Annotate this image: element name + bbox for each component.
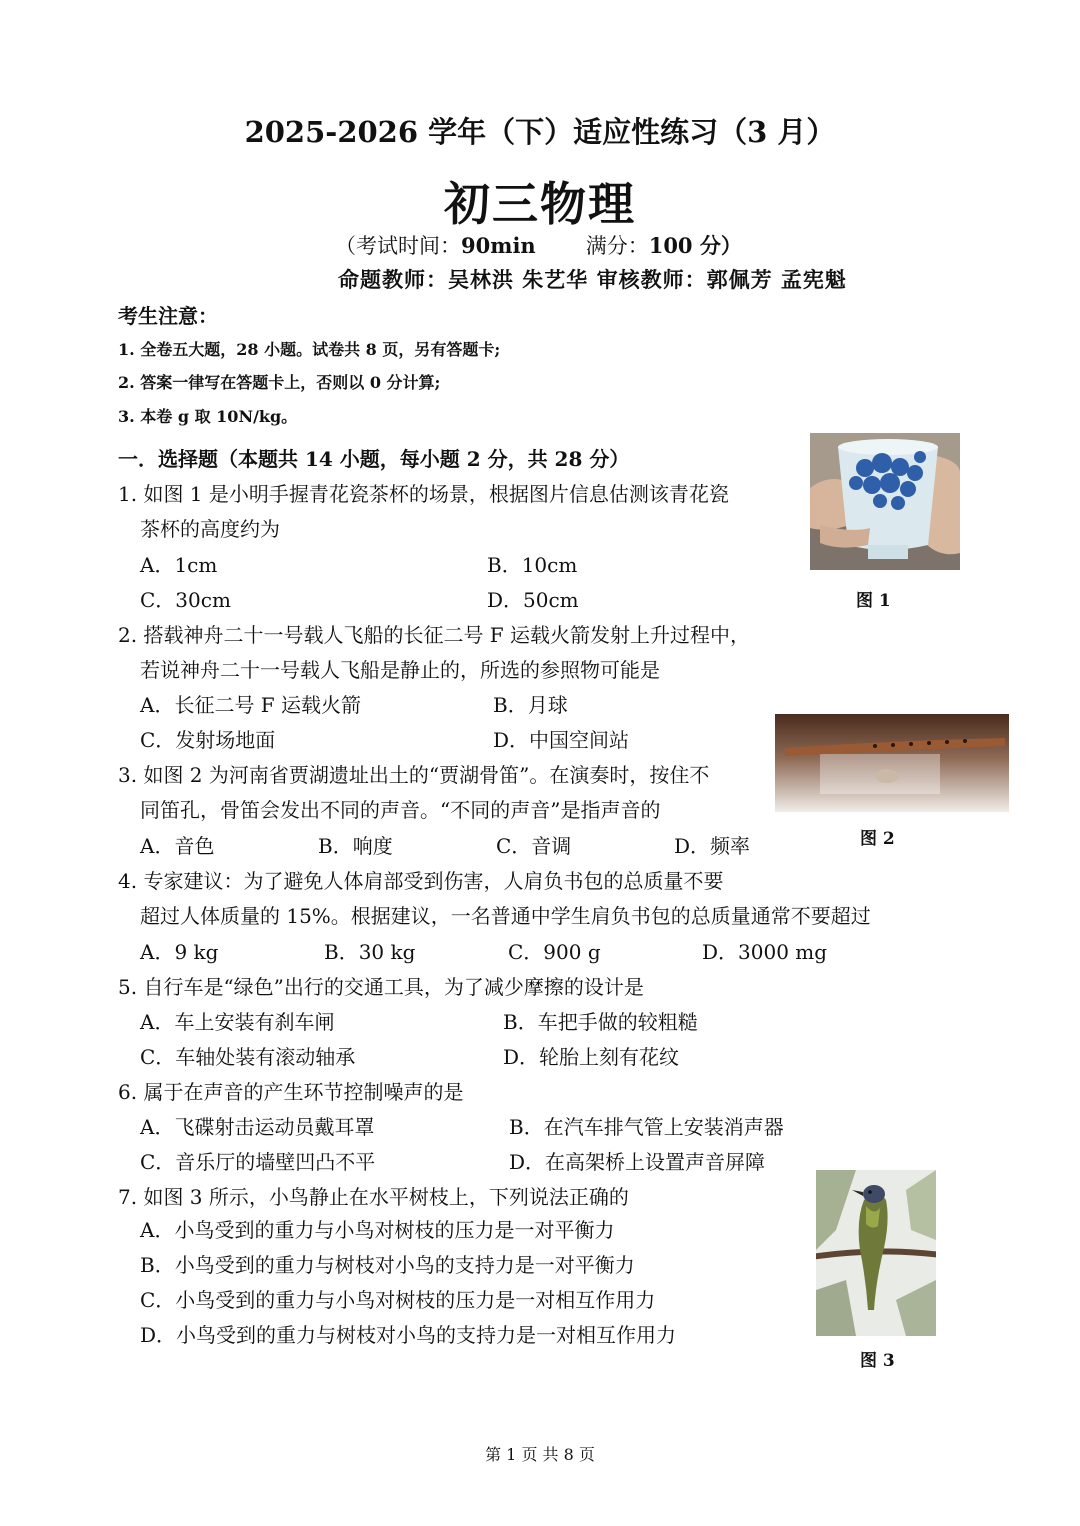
q7-option-c: C．小鸟受到的重力与小鸟对树枝的压力是一对相互作用力 — [140, 1288, 656, 1312]
q1-option-b: B．10cm — [487, 553, 578, 577]
question-1-line1: 1. 如图 1 是小明手握青花瓷茶杯的场景，根据图片信息估测该青花瓷 — [118, 482, 729, 506]
figure-1-teacup-image — [810, 433, 960, 570]
q6-option-d: D．在高架桥上设置声音屏障 — [509, 1150, 766, 1174]
question-2-line2: 若说神舟二十一号载人飞船是静止的，所选的参照物可能是 — [140, 658, 660, 682]
q7-option-b: B．小鸟受到的重力与树枝对小鸟的支持力是一对平衡力 — [140, 1253, 635, 1277]
q2-option-b: B．月球 — [493, 693, 568, 717]
page-number: 第 1 页 共 8 页 — [485, 1445, 595, 1464]
question-4-line1: 4. 专家建议：为了避免人体肩部受到伤害，人肩负书包的总质量不要 — [118, 869, 724, 893]
question-7-line1: 7. 如图 3 所示，小鸟静止在水平树枝上，下列说法正确的 — [118, 1185, 629, 1209]
q2-option-a: A．长征二号 F 运载火箭 — [140, 693, 362, 717]
q6-option-b: B．在汽车排气管上安装消声器 — [509, 1115, 784, 1139]
figure-2-bone-flute-image — [775, 714, 1009, 812]
q4-option-c: C．900 g — [508, 940, 601, 964]
notice-item-3: 3. 本卷 g 取 10N/kg。 — [118, 407, 298, 426]
q3-option-b: B．响度 — [318, 834, 393, 858]
question-4-line2: 超过人体质量的 15%。根据建议，一名普通中学生肩负书包的总质量通常不要超过 — [140, 904, 871, 928]
figure-2-caption: 图 2 — [860, 829, 895, 849]
q4-option-a: A．9 kg — [140, 940, 219, 964]
q5-option-d: D．轮胎上刻有花纹 — [503, 1045, 680, 1069]
question-3-line2: 同笛孔，骨笛会发出不同的声音。“不同的声音”是指声音的 — [140, 798, 661, 822]
q6-option-a: A．飞碟射击运动员戴耳罩 — [140, 1115, 375, 1139]
notice-heading: 考生注意： — [118, 304, 218, 328]
q3-option-c: C．音调 — [496, 834, 572, 858]
q2-option-d: D．中国空间站 — [493, 728, 630, 752]
q3-option-d: D．频率 — [674, 834, 751, 858]
q1-option-c: C．30cm — [140, 588, 231, 612]
full-score-value: 100 分） — [648, 233, 742, 258]
q2-option-c: C．发射场地面 — [140, 728, 276, 752]
question-2-line1: 2. 搭载神舟二十一号载人飞船的长征二号 F 运载火箭发射上升过程中， — [118, 623, 751, 647]
question-3-line1: 3. 如图 2 为河南省贾湖遗址出土的“贾湖骨笛”。在演奏时，按住不 — [118, 763, 710, 787]
exam-time-label: （考试时间： — [335, 234, 461, 258]
full-score-label: 满分： — [585, 234, 649, 258]
figure-3-caption: 图 3 — [860, 1351, 895, 1371]
question-5-line1: 5. 自行车是“绿色”出行的交通工具，为了减少摩擦的设计是 — [118, 975, 644, 999]
subject-title: 初三物理 — [444, 177, 636, 231]
q3-option-a: A．音色 — [140, 834, 215, 858]
q5-option-c: C．车轴处装有滚动轴承 — [140, 1045, 356, 1069]
exam-title-line1: 2025-2026 学年（下）适应性练习（3 月） — [244, 115, 836, 149]
q1-option-a: A．1cm — [140, 553, 218, 577]
q1-option-d: D．50cm — [487, 588, 579, 612]
notice-item-2: 2. 答案一律写在答题卡上，否则以 0 分计算; — [118, 373, 441, 392]
q7-option-d: D．小鸟受到的重力与树枝对小鸟的支持力是一对相互作用力 — [140, 1323, 677, 1347]
q5-option-a: A．车上安装有刹车闸 — [140, 1010, 335, 1034]
exam-time-value: 90min — [461, 233, 536, 258]
teachers-line: 命题教师：吴林洪 朱艺华 审核教师：郭佩芳 孟宪魁 — [338, 267, 847, 292]
q5-option-b: B．车把手做的较粗糙 — [503, 1010, 698, 1034]
question-6-line1: 6. 属于在声音的产生环节控制噪声的是 — [118, 1080, 464, 1104]
q4-option-b: B．30 kg — [324, 940, 416, 964]
q6-option-c: C．音乐厅的墙壁凹凸不平 — [140, 1150, 376, 1174]
q4-option-d: D．3000 mg — [702, 940, 828, 964]
question-1-line2: 茶杯的高度约为 — [140, 517, 280, 541]
exam-info — [335, 230, 742, 260]
figure-3-bird-image — [816, 1170, 936, 1336]
q7-option-a: A．小鸟受到的重力与小鸟对树枝的压力是一对平衡力 — [140, 1218, 615, 1242]
notice-item-1: 1. 全卷五大题，28 小题。试卷共 8 页，另有答题卡; — [118, 340, 501, 359]
section-heading: 一．选择题（本题共 14 小题，每小题 2 分，共 28 分） — [118, 447, 630, 471]
figure-1-caption: 图 1 — [856, 591, 891, 611]
